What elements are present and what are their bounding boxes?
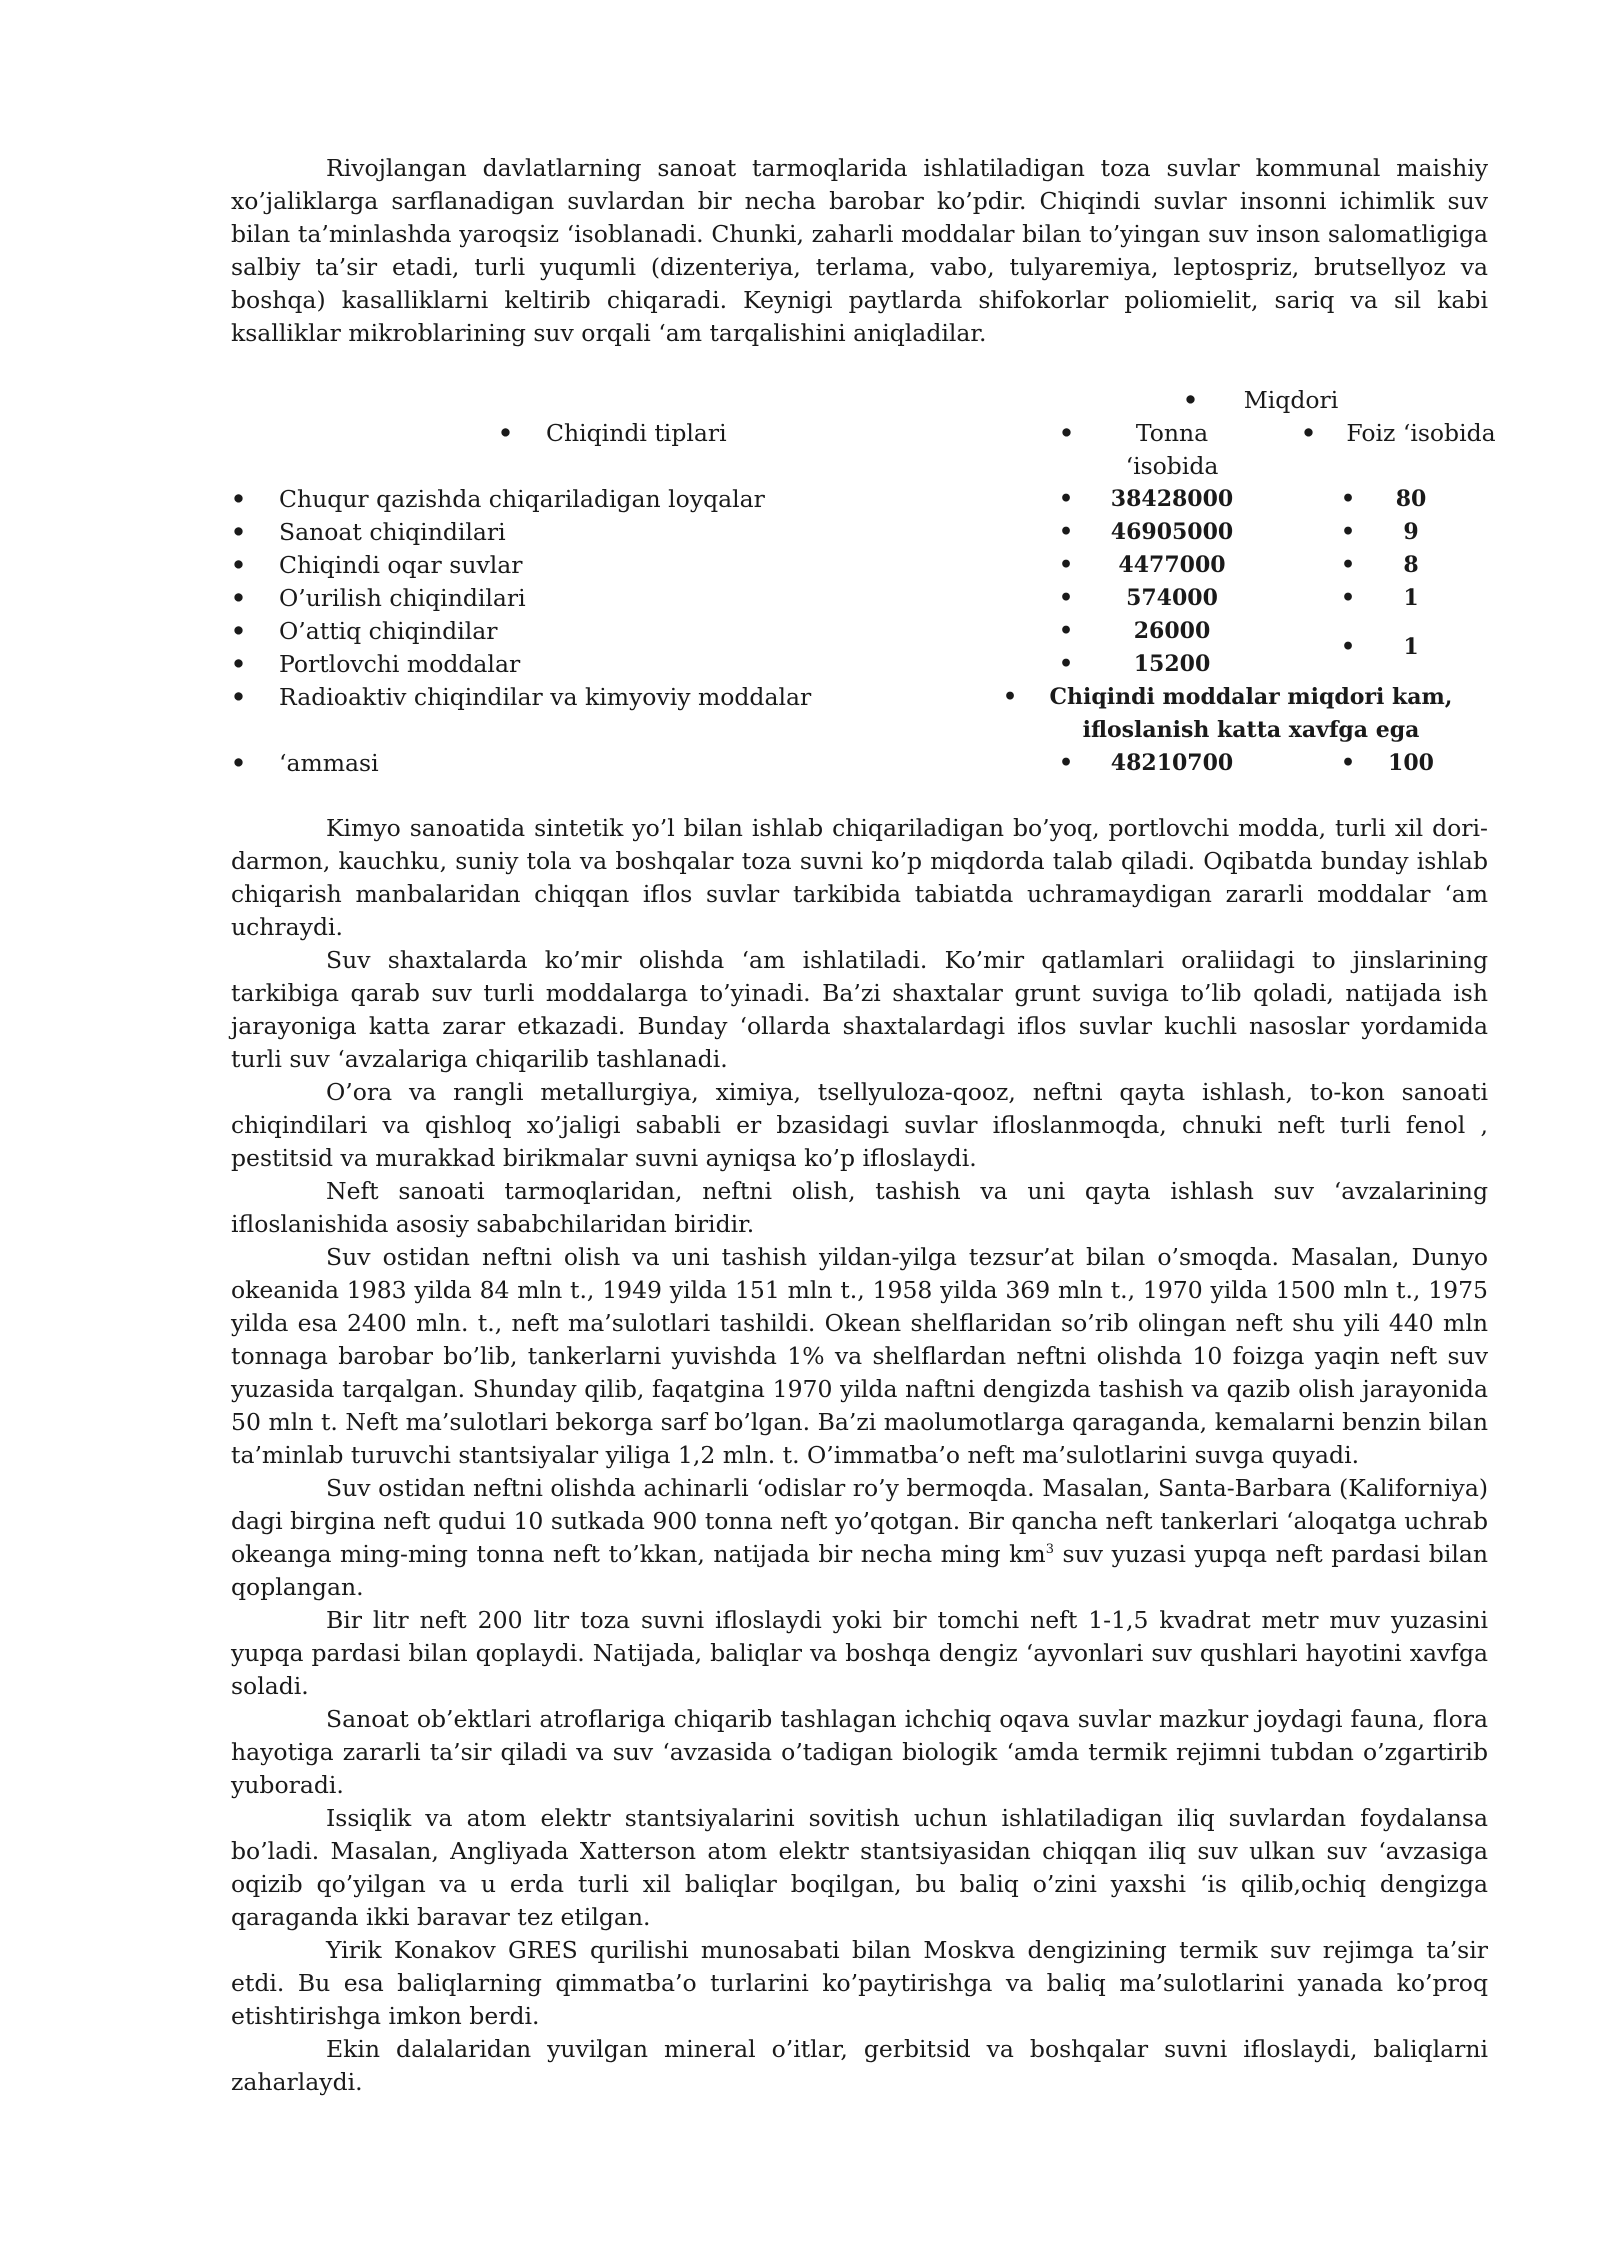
paragraph: Ekin dalalaridan yuvilgan mineral o’itlar, gerbitsid va boshqalar suvni ifloslaydi, baliqlarni zaharlaydi. [231,2035,1488,2096]
header-foiz: • Foiz ‘isobida [1321,417,1521,450]
paragraph: Suv shaxtalarda ko’mir olishda ‘am ishlatiladi. Ko’mir qatlamlari oraliidagi to jinslarining tarkibiga qarab suv turli moddalarga to’yinadi. Ba’zi shaxtalar grunt suviga to’lib qoladi, natijada ish jarayoniga katta zarar etkazadi. Bunday ‘ollarda shaxtalardagi iflos suvlar kuchli nasoslar yordamida turli suv ‘avzalariga chiqarilib tashlanadi. [231,946,1488,1073]
table-row [231,582,1488,615]
row-name: • O’attiq chiqindilar [279,615,498,648]
row-foiz-merged: • 1 [1361,631,1461,664]
row-tonna: • 48210700 [1087,747,1257,780]
table-row-radioactive-cont [231,714,1488,747]
paragraph: Suv ostidan neftni olish va uni tashish yildan-yilga tezsur’at bilan o’smoqda. Masalan, Dunyo okeanida 1983 yilda 84 mln t., 1949 yilda 151 mln t., 1958 yilda 369 mln t., 1970 yilda 1500 mln t., 1975 yilda esa 2400 mln. t., neft ma’sulotlari tashildi. Okean shelflaridan so’rib olingan neft shu yili 440 mln tonnaga barobar bo’lib, tankerlarni yuvishda 1% va shelflardan neftni olishda 10 foizga yaqin neft suv yuzasida tarqalgan. Shunday qilib, faqatgina 1970 yilda naftni dengizda tashish va qazib olish jarayonida 50 mln t. Neft ma’sulotlari bekorga sarf bo’lgan. Ba’zi maolumotlarga qaraganda, kemalarni benzin bilan ta’minlab turuvchi stantsiyalar yiliga 1,2 mln. t. O’immatba’o neft ma’sulotlarini suvga quyadi. [231,1243,1488,1469]
paragraph-km [231,1472,1488,1604]
paragraph: Issiqlik va atom elektr stantsiyalarini sovitish uchun ishlatiladigan iliq suvlardan foydalansa bo’ladi. Masalan, Angliyada Xatterson atom elektr stantsiyasidan chiqqan iliq suv ulkan suv ‘avzasiga oqizib qo’yilgan va u erda turli xil baliqlar boqilgan, bu baliq o’zini yaxshi ‘is qilib,ochiq dengizga qaraganda ikki baravar tez etilgan. [231,1804,1488,1931]
row-foiz: • 80 [1361,483,1461,516]
row-foiz: • 100 [1361,747,1461,780]
header-chiqindi-tiplari: • Chiqindi tiplari [546,417,727,450]
paragraph: Sanoat ob’ektlari atroflariga chiqarib tashlagan ichchiq oqava suvlar mazkur joydagi fauna, flora hayotiga zararli ta’sir qiladi va suv ‘avzasida o’tadigan biologik ‘amda termik rejimni tubdan o’zgartirib yuboradi. [231,1705,1488,1799]
table-header-row [231,417,1496,450]
table-row-total [231,747,1488,780]
header-miqdori: • Miqdori [1211,384,1371,417]
row-tonna: • 15200 [1087,648,1257,681]
row-tonna: • 574000 [1087,582,1257,615]
row-note-line1: • Chiqindi moddalar miqdori kam, [1031,681,1471,714]
paragraph: O’ora va rangli metallurgiya, ximiya, tsellyuloza-qooz, neftni qayta ishlash, to-kon sanoati chiqindilari va qishloq xo’jaligi sababli er bzasidagi suvlar ifloslanmoqda, chnuki neft turli fenol , pestitsid va murakkad birikmalar suvni ayniqsa ko’p ifloslaydi. [231,1078,1488,1172]
row-note-line2: ifloslanish katta xavfga ega [1082,717,1420,743]
row-tonna: • 4477000 [1087,549,1257,582]
paragraph: Neft sanoati tarmoqlaridan, neftni olish, tashish va uni qayta ishlash suv ‘avzalarining ifloslanishida asosiy sababchilaridan biridir. [231,1177,1488,1238]
row-name: • Sanoat chiqindilari [279,516,506,549]
paragraph: Bir litr neft 200 litr toza suvni ifloslaydi yoki bir tomchi neft 1-1,5 kvadrat metr muv yuzasini yupqa pardasi bilan qoplaydi. Natijada, baliqlar va boshqa dengiz ‘ayvonlari suv qushlari hayotini xavfga soladi. [231,1606,1488,1700]
table-header-row-2 [231,450,1488,483]
row-name: • Portlovchi moddalar [279,648,520,681]
table-header-group-row [231,384,1488,417]
row-name: • ‘ammasi [279,747,379,780]
intro-section [231,152,1488,350]
row-tonna: • 38428000 [1087,483,1257,516]
row-tonna: • 26000 [1087,615,1257,648]
header-tonna: • Tonna [1087,417,1257,450]
paragraph: Kimyo sanoatida sintetik yo’l bilan ishlab chiqariladigan bo’yoq, portlovchi modda, turli xil dori-darmon, kauchku, suniy tola va boshqalar toza suvni ko’p miqdorda talab qiladi. Oqibatda bunday ishlab chiqarish manbalaridan chiqqan iflos suvlar tarkibida tabiatda uchramaydigan zararli moddalar ‘am uchraydi. [231,814,1488,941]
row-tonna: • 46905000 [1087,516,1257,549]
row-name: • Chuqur qazishda chiqariladigan loyqalar [279,483,765,516]
row-name: • O’urilish chiqindilari [279,582,526,615]
superscript-3: 3 [1045,1542,1054,1558]
table-row [231,615,1488,660]
table-row [231,516,1488,549]
row-foiz: • 8 [1361,549,1461,582]
body-section [231,812,1488,2099]
table-row [231,648,1488,681]
paragraph-km-before: Suv ostidan neftni olishda achinarli ‘odislar ro’y bermoqda. Masalan, Santa-Barbara (Kaliforniya) dagi birgina neft qudui 10 sutkada 900 tonna neft yo’qotgan. Bir qancha neft tankerlari ‘aloqatga uchrab okeanga ming-ming tonna neft to’kkan, natijada bir necha ming km [231,1474,1488,1568]
row-foiz: • 9 [1361,516,1461,549]
row-foiz: • 1 [1361,582,1461,615]
row-name: • Chiqindi oqar suvlar [279,549,523,582]
table-row [231,483,1488,516]
intro-paragraph: Rivojlangan davlatlarning sanoat tarmoqlarida ishlatiladigan toza suvlar kommunal maishiy xo’jaliklarga sarflanadigan suvlardan bir necha barobar ko’pdir. Chiqindi suvlar insonni ichimlik suv bilan ta’minlashda yaroqsiz ‘isoblanadi. Chunki, zaharli moddalar bilan to’yingan suv inson salomatligiga salbiy ta’sir etadi, turli yuqumli (dizenteriya, terlama, vabo, tulyaremiya, leptospriz, brutsellyoz va boshqa) kasalliklarni keltirib chiqaradi. Keynigi paytlarda shifokorlar poliomielit, sariq va sil kabi ksalliklar mikroblarining suv orqali ‘am tarqalishini aniqladilar. [231,154,1488,347]
paragraph-km-after: suv yuzasi yupqa neft pardasi bilan qoplangan. [231,1540,1488,1601]
row-name: • Radioaktiv chiqindilar va kimyoviy moddalar [279,681,811,714]
table-row-radioactive [231,681,1488,714]
header-tonna-line2: ‘isobida [1125,452,1219,480]
paragraph: Yirik Konakov GRES qurilishi munosabati bilan Moskva dengizining termik suv rejimga ta’sir etdi. Bu esa baliqlarning qimmatba’o turlarini ko’paytirishga va baliq ma’sulotlarini yanada ko’proq etishtirishga imkon berdi. [231,1936,1488,2030]
waste-table [231,384,1496,780]
table-row [231,549,1488,582]
